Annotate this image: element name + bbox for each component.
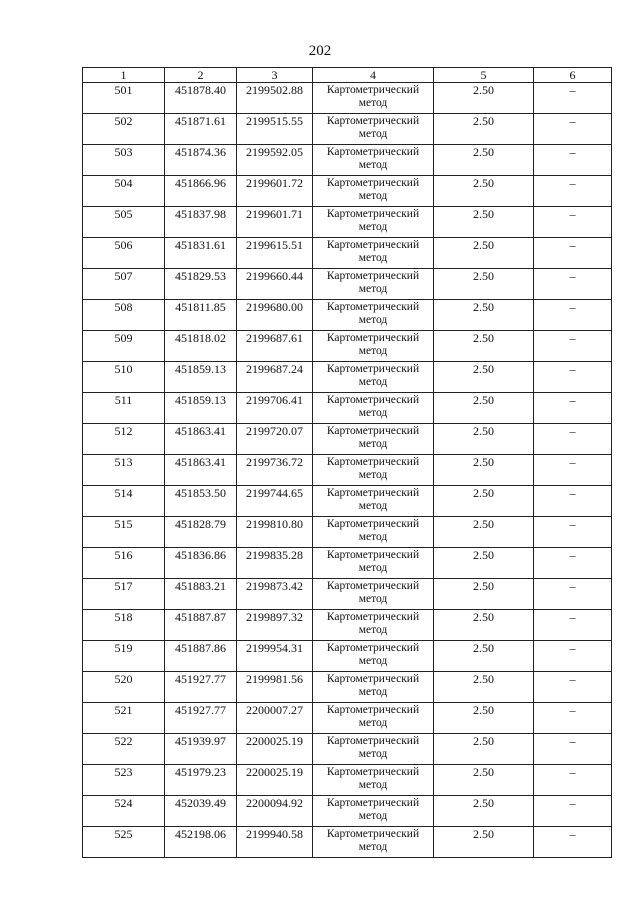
note-cell: – [534,796,612,827]
x-coordinate-cell: 451863.41 [165,455,237,486]
y-coordinate-cell: 2199981.56 [237,672,313,703]
x-coordinate-cell: 452198.06 [165,827,237,858]
x-coordinate-cell: 451853.50 [165,486,237,517]
method-cell: Картометрический метод [313,207,434,238]
accuracy-cell: 2.50 [434,579,534,610]
y-coordinate-cell: 2199810.80 [237,517,313,548]
y-coordinate-cell: 2200094.92 [237,796,313,827]
note-cell: – [534,703,612,734]
y-coordinate-cell: 2199687.24 [237,362,313,393]
accuracy-cell: 2.50 [434,393,534,424]
accuracy-cell: 2.50 [434,424,534,455]
method-cell: Картометрический метод [313,455,434,486]
method-cell: Картометрический метод [313,796,434,827]
accuracy-cell: 2.50 [434,517,534,548]
y-coordinate-cell: 2199660.44 [237,269,313,300]
accuracy-cell: 2.50 [434,362,534,393]
x-coordinate-cell: 451927.77 [165,672,237,703]
point-number-cell: 525 [83,827,165,858]
x-coordinate-cell: 451927.77 [165,703,237,734]
y-coordinate-cell: 2199687.61 [237,331,313,362]
note-cell: – [534,672,612,703]
table-row [83,83,612,114]
table-row [83,207,612,238]
method-cell: Картометрический метод [313,83,434,114]
table-header [83,68,612,83]
accuracy-cell: 2.50 [434,455,534,486]
method-cell: Картометрический метод [313,331,434,362]
accuracy-cell: 2.50 [434,796,534,827]
note-cell: – [534,455,612,486]
point-number-cell: 521 [83,703,165,734]
point-number-cell: 524 [83,796,165,827]
table-row [83,672,612,703]
method-cell: Картометрический метод [313,672,434,703]
point-number-cell: 510 [83,362,165,393]
method-cell: Картометрический метод [313,424,434,455]
x-coordinate-cell: 451866.96 [165,176,237,207]
note-cell: – [534,641,612,672]
accuracy-cell: 2.50 [434,83,534,114]
x-coordinate-cell: 451829.53 [165,269,237,300]
accuracy-cell: 2.50 [434,486,534,517]
table-row [83,827,612,858]
x-coordinate-cell: 451939.97 [165,734,237,765]
note-cell: – [534,424,612,455]
point-number-cell: 515 [83,517,165,548]
point-number-cell: 512 [83,424,165,455]
table-row [83,362,612,393]
method-cell: Картометрический метод [313,238,434,269]
header-col-5: 5 [434,68,534,83]
y-coordinate-cell: 2199835.28 [237,548,313,579]
note-cell: – [534,331,612,362]
table-body [83,83,612,858]
table-row [83,300,612,331]
point-number-cell: 506 [83,238,165,269]
method-cell: Картометрический метод [313,269,434,300]
point-number-cell: 516 [83,548,165,579]
method-cell: Картометрический метод [313,176,434,207]
note-cell: – [534,83,612,114]
y-coordinate-cell: 2199502.88 [237,83,313,114]
method-cell: Картометрический метод [313,703,434,734]
accuracy-cell: 2.50 [434,703,534,734]
point-number-cell: 523 [83,765,165,796]
y-coordinate-cell: 2199615.51 [237,238,313,269]
y-coordinate-cell: 2199873.42 [237,579,313,610]
point-number-cell: 509 [83,331,165,362]
table-row [83,424,612,455]
y-coordinate-cell: 2199601.72 [237,176,313,207]
y-coordinate-cell: 2199706.41 [237,393,313,424]
accuracy-cell: 2.50 [434,610,534,641]
method-cell: Картометрический метод [313,827,434,858]
point-number-cell: 522 [83,734,165,765]
accuracy-cell: 2.50 [434,300,534,331]
note-cell: – [534,207,612,238]
point-number-cell: 507 [83,269,165,300]
note-cell: – [534,114,612,145]
method-cell: Картометрический метод [313,362,434,393]
y-coordinate-cell: 2199601.71 [237,207,313,238]
table-row [83,145,612,176]
table-row [83,703,612,734]
x-coordinate-cell: 451887.86 [165,641,237,672]
table-row [83,579,612,610]
point-number-cell: 505 [83,207,165,238]
accuracy-cell: 2.50 [434,114,534,145]
accuracy-cell: 2.50 [434,641,534,672]
table-row [83,548,612,579]
point-number-cell: 513 [83,455,165,486]
header-col-2: 2 [165,68,237,83]
coordinates-table [82,67,612,858]
point-number-cell: 501 [83,83,165,114]
accuracy-cell: 2.50 [434,269,534,300]
accuracy-cell: 2.50 [434,548,534,579]
accuracy-cell: 2.50 [434,827,534,858]
x-coordinate-cell: 451979.23 [165,765,237,796]
x-coordinate-cell: 452039.49 [165,796,237,827]
note-cell: – [534,238,612,269]
x-coordinate-cell: 451818.02 [165,331,237,362]
y-coordinate-cell: 2199515.55 [237,114,313,145]
method-cell: Картометрический метод [313,393,434,424]
point-number-cell: 503 [83,145,165,176]
x-coordinate-cell: 451863.41 [165,424,237,455]
accuracy-cell: 2.50 [434,176,534,207]
note-cell: – [534,765,612,796]
y-coordinate-cell: 2200007.27 [237,703,313,734]
note-cell: – [534,486,612,517]
point-number-cell: 518 [83,610,165,641]
point-number-cell: 519 [83,641,165,672]
table-row [83,486,612,517]
table-row [83,331,612,362]
note-cell: – [534,176,612,207]
point-number-cell: 502 [83,114,165,145]
method-cell: Картометрический метод [313,641,434,672]
accuracy-cell: 2.50 [434,765,534,796]
note-cell: – [534,145,612,176]
header-col-6: 6 [534,68,612,83]
header-col-3: 3 [237,68,313,83]
y-coordinate-cell: 2199720.07 [237,424,313,455]
table-row [83,238,612,269]
table-row [83,765,612,796]
x-coordinate-cell: 451859.13 [165,393,237,424]
note-cell: – [534,579,612,610]
table-row [83,796,612,827]
header-col-1: 1 [83,68,165,83]
y-coordinate-cell: 2199954.31 [237,641,313,672]
point-number-cell: 517 [83,579,165,610]
x-coordinate-cell: 451836.86 [165,548,237,579]
note-cell: – [534,548,612,579]
note-cell: – [534,610,612,641]
method-cell: Картометрический метод [313,765,434,796]
x-coordinate-cell: 451874.36 [165,145,237,176]
point-number-cell: 511 [83,393,165,424]
method-cell: Картометрический метод [313,610,434,641]
accuracy-cell: 2.50 [434,145,534,176]
method-cell: Картометрический метод [313,145,434,176]
table-row [83,393,612,424]
y-coordinate-cell: 2199744.65 [237,486,313,517]
method-cell: Картометрический метод [313,734,434,765]
y-coordinate-cell: 2199940.58 [237,827,313,858]
table-row [83,455,612,486]
method-cell: Картометрический метод [313,300,434,331]
method-cell: Картометрический метод [313,114,434,145]
y-coordinate-cell: 2199592.05 [237,145,313,176]
x-coordinate-cell: 451811.85 [165,300,237,331]
header-row [83,68,612,83]
note-cell: – [534,734,612,765]
point-number-cell: 514 [83,486,165,517]
table-row [83,641,612,672]
note-cell: – [534,362,612,393]
method-cell: Картометрический метод [313,579,434,610]
table-row [83,114,612,145]
note-cell: – [534,827,612,858]
accuracy-cell: 2.50 [434,238,534,269]
table-row [83,269,612,300]
y-coordinate-cell: 2200025.19 [237,734,313,765]
header-col-4: 4 [313,68,434,83]
y-coordinate-cell: 2200025.19 [237,765,313,796]
accuracy-cell: 2.50 [434,734,534,765]
point-number-cell: 520 [83,672,165,703]
point-number-cell: 504 [83,176,165,207]
method-cell: Картометрический метод [313,517,434,548]
table-row [83,734,612,765]
table-row [83,517,612,548]
y-coordinate-cell: 2199897.32 [237,610,313,641]
y-coordinate-cell: 2199736.72 [237,455,313,486]
note-cell: – [534,269,612,300]
x-coordinate-cell: 451831.61 [165,238,237,269]
y-coordinate-cell: 2199680.00 [237,300,313,331]
method-cell: Картометрический метод [313,548,434,579]
note-cell: – [534,300,612,331]
x-coordinate-cell: 451871.61 [165,114,237,145]
point-number-cell: 508 [83,300,165,331]
x-coordinate-cell: 451878.40 [165,83,237,114]
method-cell: Картометрический метод [313,486,434,517]
x-coordinate-cell: 451828.79 [165,517,237,548]
x-coordinate-cell: 451883.21 [165,579,237,610]
x-coordinate-cell: 451837.98 [165,207,237,238]
note-cell: – [534,393,612,424]
accuracy-cell: 2.50 [434,207,534,238]
table-row [83,176,612,207]
accuracy-cell: 2.50 [434,331,534,362]
table-row [83,610,612,641]
page-number: 202 [308,43,332,59]
accuracy-cell: 2.50 [434,672,534,703]
x-coordinate-cell: 451859.13 [165,362,237,393]
x-coordinate-cell: 451887.87 [165,610,237,641]
note-cell: – [534,517,612,548]
